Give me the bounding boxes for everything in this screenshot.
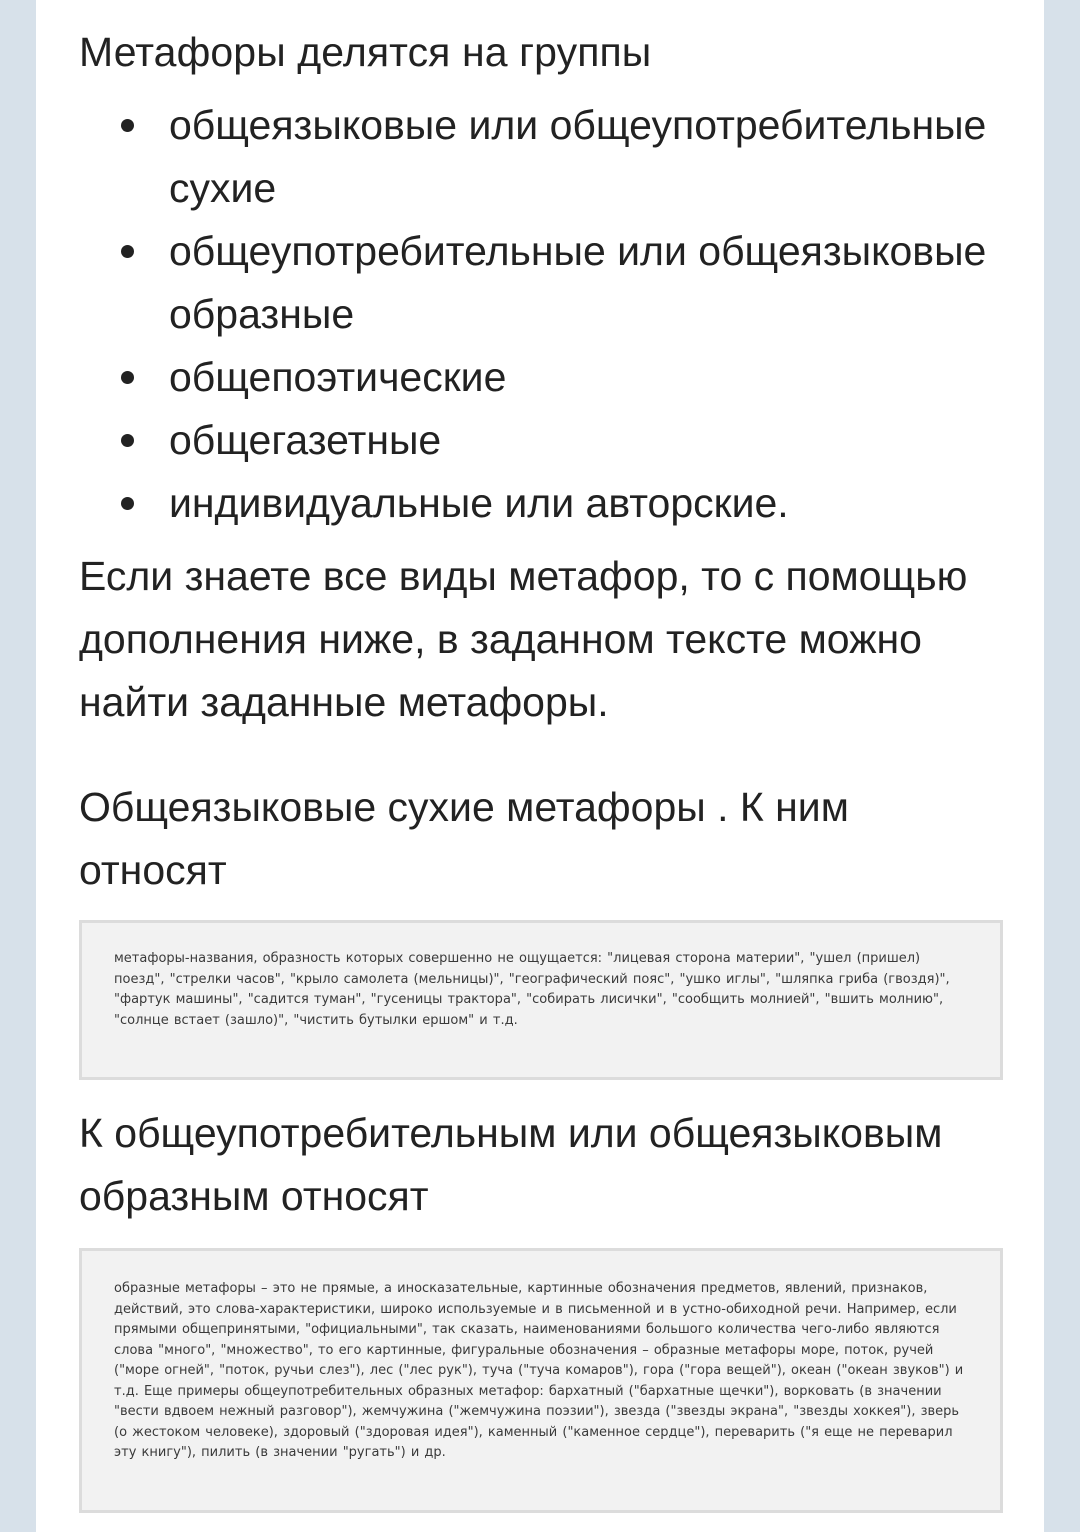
list-item bbox=[79, 346, 1004, 409]
list-item-text: общеязыковые или общеупотребительные сухие bbox=[169, 102, 987, 211]
bullet-icon bbox=[121, 119, 134, 132]
list-item bbox=[79, 220, 1004, 346]
bullet-icon bbox=[121, 371, 134, 384]
figurative-metaphors-quote-image: образные метафоры – это не прямые, а иносказательные, картинные обозначения предметов, явлений, признаков, действий, это слова-характеристики, широко используемые и в письменной и в устно-обиходной речи. Например, если прямыми общепринятыми, "официальными", так сказать, наименованиями большого количества чего-либо являются слова "много", "множество", то его картинные, фигуральные обозначения – образные метафоры море, поток, ручей ("море огней", "поток, ручьи слез"), лес ("лес рук"), туча ("туча комаров"), гора ("гора вещей"), океан ("океан звуков") и т.д. Еще примеры общеупотребительных образных метафор: бархатный ("бархатные щечки"), ворковать (в значении "вести вдвоем нежный разговор"), жемчужина ("жемчужина поэзии"), звезда ("звезды экрана", "звезды хоккея"), зверь (о жестоком человеке), здоровый ("здоровая идея"), каменный ("каменное сердце"), переварить ("я еще не переварил эту книгу"), пилить (в значении "ругать") и др. bbox=[79, 1248, 1003, 1513]
list-item bbox=[79, 472, 1004, 535]
article-page bbox=[36, 0, 1044, 1532]
list-item bbox=[79, 94, 1004, 220]
article-content bbox=[79, 0, 1004, 1513]
list-item-text: общепоэтические bbox=[169, 354, 507, 400]
list-item-text: индивидуальные или авторские. bbox=[169, 480, 789, 526]
bullet-icon bbox=[121, 245, 134, 258]
list-item-text: общеупотребительные или общеязыковые образные bbox=[169, 228, 987, 337]
dry-metaphors-quote-image: метафоры-названия, образность которых совершенно не ощущается: "лицевая сторона материи", "ушел (пришел) поезд", "стрелки часов", "крыло самолета (мельницы)", "географический пояс", "ушко иглы", "шляпка гриба (гвоздя)", "фартук машины", "садится туман", "гусеницы трактора", "собирать лисички", "сообщить молнией", "вшить молнию", "солнце встает (зашло)", "чистить бутылки ершом" и т.д. bbox=[79, 920, 1003, 1080]
section-heading-figurative-metaphors: К общеупотребительным или общеязыковым образным относят bbox=[79, 1110, 943, 1219]
metaphor-groups-list bbox=[79, 94, 1004, 535]
intro-text: Метафоры делятся на группы bbox=[79, 29, 652, 75]
list-item bbox=[79, 409, 1004, 472]
section-heading-dry-metaphors: Общеязыковые сухие метафоры . К ним относят bbox=[79, 784, 849, 893]
bullet-icon bbox=[121, 497, 134, 510]
list-item-text: общегазетные bbox=[169, 417, 442, 463]
bullet-icon bbox=[121, 434, 134, 447]
explanation-paragraph: Если знаете все виды метафор, то с помощью дополнения ниже, в заданном тексте можно найти заданные метафоры. bbox=[79, 553, 968, 725]
